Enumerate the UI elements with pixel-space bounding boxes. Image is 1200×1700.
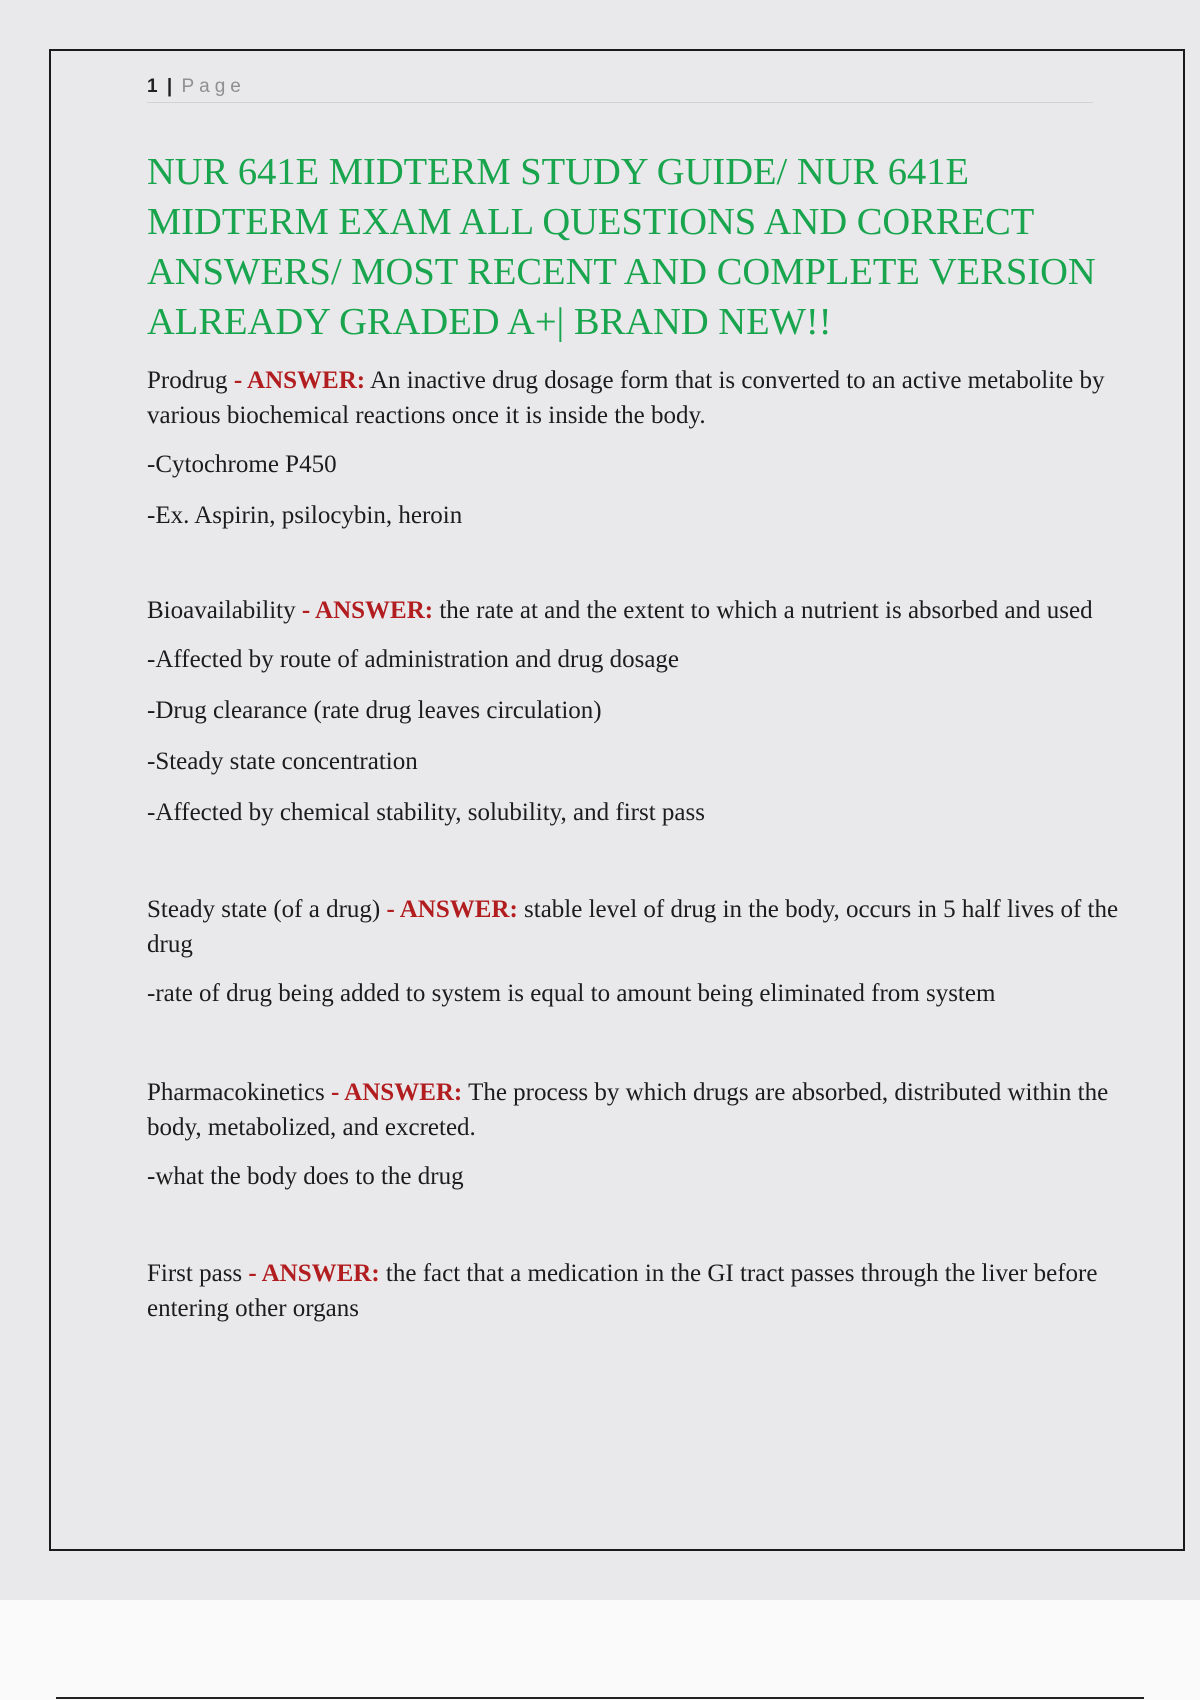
next-page-preview [0, 1600, 1200, 1700]
qa-definition [147, 363, 1137, 433]
page-header [147, 76, 1093, 103]
definition-text: the rate at and the extent to which a nutrient is absorbed and used [439, 597, 1093, 624]
note-line: -rate of drug being added to system is equal to amount being eliminated from system [147, 980, 996, 1007]
answer-label: - ANSWER: [386, 896, 518, 923]
term: Bioavailability [147, 597, 296, 624]
note-line: -Affected by route of administration and drug dosage [147, 646, 680, 673]
answer-label: - ANSWER: [301, 597, 434, 624]
document-title: NUR 641E MIDTERM STUDY GUIDE/ NUR 641E MIDTERM EXAM ALL QUESTIONS AND CORRECT ANSWERS/ MOST RECENT AND COMPLETE VERSION ALREADY GRADED A+| BRAND NEW!! [147, 151, 1096, 343]
note-line: -Steady state concentration [147, 748, 418, 775]
qa-definition [147, 1075, 1137, 1145]
qa-list [147, 363, 1137, 1340]
note-line: -Cytochrome P450 [147, 451, 337, 478]
qa-entry-pharmacokinetics [147, 1075, 1137, 1194]
qa-entry-prodrug [147, 363, 1137, 533]
term: Steady state (of a drug) [147, 896, 381, 923]
definition-text: The process by which drugs are absorbed, distributed within the body, metabolized, and excreted. [147, 1079, 1109, 1141]
note-line: -what the body does to the drug [147, 1163, 464, 1190]
term: Pharmacokinetics [147, 1079, 325, 1106]
definition-text: An inactive drug dosage form that is converted to an active metabolite by various biochemical reactions once it is inside the body. [147, 367, 1105, 429]
page-header-separator: | [166, 76, 174, 97]
note-line: -Affected by chemical stability, solubility, and first pass [147, 799, 705, 826]
document-page [49, 49, 1185, 1551]
definition-text: stable level of drug in the body, occurs in 5 half lives of the drug [147, 896, 1119, 958]
page-label: Page [181, 76, 246, 97]
term: Prodrug [147, 367, 228, 394]
divider-line [56, 1697, 1144, 1699]
qa-entry-steady-state [147, 892, 1137, 1011]
answer-label: - ANSWER: [330, 1079, 463, 1106]
note-line: -Drug clearance (rate drug leaves circulation) [147, 697, 602, 724]
definition-text: the fact that a medication in the GI tract passes through the liver before entering other organs [147, 1260, 1098, 1322]
qa-definition [147, 1256, 1137, 1326]
note-line: -Ex. Aspirin, psilocybin, heroin [147, 502, 463, 529]
page-number: 1 [147, 76, 159, 97]
qa-entry-bioavailability [147, 593, 1137, 830]
qa-definition [147, 593, 1137, 628]
answer-label: - ANSWER: [248, 1260, 380, 1287]
qa-definition [147, 892, 1137, 962]
answer-label: - ANSWER: [233, 367, 366, 394]
term: First pass [147, 1260, 243, 1287]
qa-entry-first-pass [147, 1256, 1137, 1326]
